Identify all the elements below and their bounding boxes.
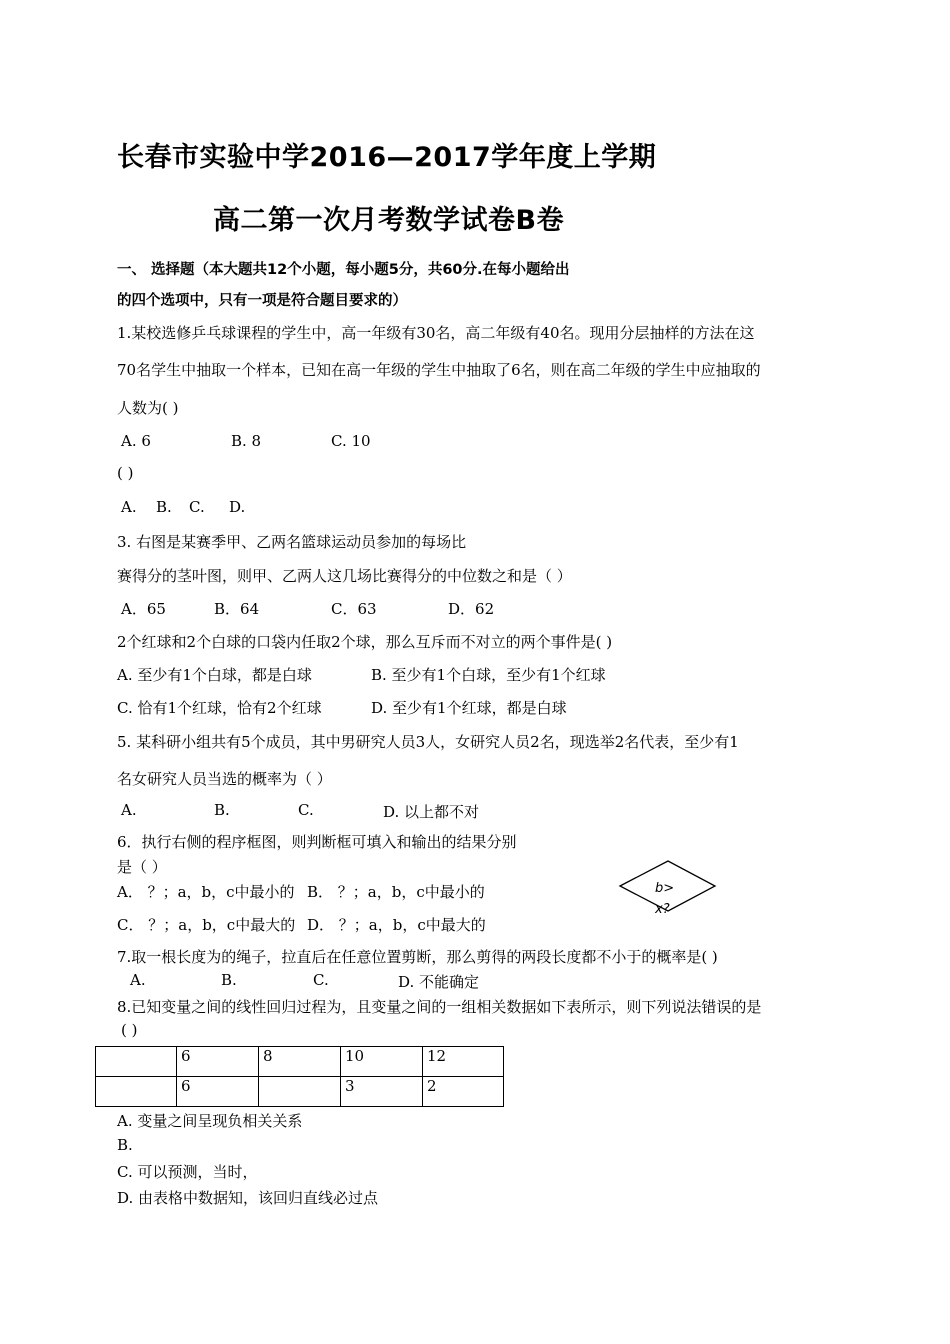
q5-option-a: A. (121, 801, 137, 819)
q6-option-b: B． ？；a，b，c中最小的 (307, 883, 485, 901)
q1-line2: 70名学生中抽取一个样本，已知在高一年级的学生中抽取了6名，则在高二年级的学生中应抽取的 (117, 361, 761, 379)
section-heading-line1: 一、 选择题（本大题共12个小题，每小题5分，共60分.在每小题给出 (117, 262, 570, 278)
q5-line2: 名女研究人员当选的概率为（ ） (117, 770, 332, 788)
q8-stem: 8.已知变量之间的线性回归过程为，且变量之间的一组相关数据如下表所示，则下列说法错误的是 (117, 998, 762, 1016)
q6-option-c: C． ？；a，b，c中最大的 (117, 916, 296, 934)
q3-option-d: D．62 (448, 600, 495, 618)
q7-option-d: D. 不能确定 (398, 973, 480, 991)
q8-option-d: D. 由表格中数据知，该回归直线必过点 (117, 1189, 379, 1207)
q3-option-b: B．64 (214, 600, 260, 618)
page-title-line2: 高二第一次月考数学试卷B卷 (213, 205, 565, 236)
table-cell: 8 (259, 1047, 341, 1077)
q6-option-a: A． ？；a，b，c中最小的 (117, 883, 295, 901)
q6-line2: 是（ ） (117, 858, 167, 876)
q7-option-b: B. (221, 971, 237, 989)
q2-option-c: C. (189, 498, 205, 516)
q4-option-c: C. 恰有1个红球，恰有2个红球 (117, 699, 322, 717)
table-cell (96, 1047, 177, 1077)
table-cell: 2 (423, 1077, 504, 1107)
q5-line1: 5. 某科研小组共有5个成员，其中男研究人员3人，女研究人员2名，现选举2名代表，至少有1 (117, 733, 739, 751)
q5-option-b: B. (214, 801, 230, 819)
q4-stem: 2个红球和2个白球的口袋内任取2个球，那么互斥而不对立的两个事件是( ) (117, 633, 613, 651)
q8-option-b: B. (117, 1136, 133, 1154)
q2-option-a: A. (121, 498, 137, 516)
table-cell: 6 (177, 1077, 259, 1107)
table-cell (96, 1077, 177, 1107)
q8-option-a: A. 变量之间呈现负相关关系 (117, 1112, 303, 1130)
q8-stem-paren: ( ) (121, 1021, 138, 1039)
q4-option-a: A. 至少有1个白球，都是白球 (117, 666, 312, 684)
flowchart-condition-line2: x? (655, 902, 670, 917)
q3-option-a: A．65 (121, 600, 166, 618)
q1-line3: 人数为( ) (117, 399, 179, 417)
q1-option-a: A. 6 (121, 432, 151, 450)
table-cell (259, 1077, 341, 1107)
q7-option-c: C. (313, 971, 329, 989)
q8-option-c: C. 可以预测，当时， (117, 1163, 258, 1181)
q3-line1: 3. 右图是某赛季甲、乙两名篮球运动员参加的每场比 (117, 533, 467, 551)
q5-option-d: D. 以上都不对 (383, 803, 480, 821)
q3-line2: 赛得分的茎叶图，则甲、乙两人这几场比赛得分的中位数之和是（ ） (117, 567, 572, 585)
q2-option-d: D. (229, 498, 246, 516)
q2-stem: ( ) (117, 464, 134, 482)
q4-option-b: B. 至少有1个白球，至少有1个红球 (371, 666, 606, 684)
q4-option-d: D. 至少有1个红球，都是白球 (371, 699, 567, 717)
q5-option-c: C. (298, 801, 314, 819)
q1-option-b: B. 8 (231, 432, 262, 450)
table-cell: 6 (177, 1047, 259, 1077)
section-heading-line2: 的四个选项中，只有一项是符合题目要求的） (117, 293, 407, 309)
q7-stem: 7.取一根长度为的绳子，拉直后在任意位置剪断，那么剪得的两段长度都不小于的概率是( ) (117, 948, 718, 966)
q8-data-table (95, 1046, 504, 1107)
q7-option-a: A. (130, 971, 146, 989)
flowchart-condition-line1: b> (655, 881, 675, 896)
q1-option-c: C. 10 (331, 432, 371, 450)
q6-line1: 6．执行右侧的程序框图，则判断框可填入和输出的结果分别 (117, 833, 517, 851)
table-row (96, 1077, 504, 1107)
page-title-line1: 长春市实验中学2016—2017学年度上学期 (117, 142, 657, 173)
q3-option-c: C．63 (331, 600, 377, 618)
q6-option-d: D． ？；a，b，c中最大的 (307, 916, 486, 934)
table-cell: 3 (341, 1077, 423, 1107)
table-cell: 12 (423, 1047, 504, 1077)
table-cell: 10 (341, 1047, 423, 1077)
q2-option-b: B. (156, 498, 172, 516)
table-row (96, 1047, 504, 1077)
q1-line1: 1.某校选修乒乓球课程的学生中，高一年级有30名，高二年级有40名。现用分层抽样的方法在这 (117, 324, 755, 342)
